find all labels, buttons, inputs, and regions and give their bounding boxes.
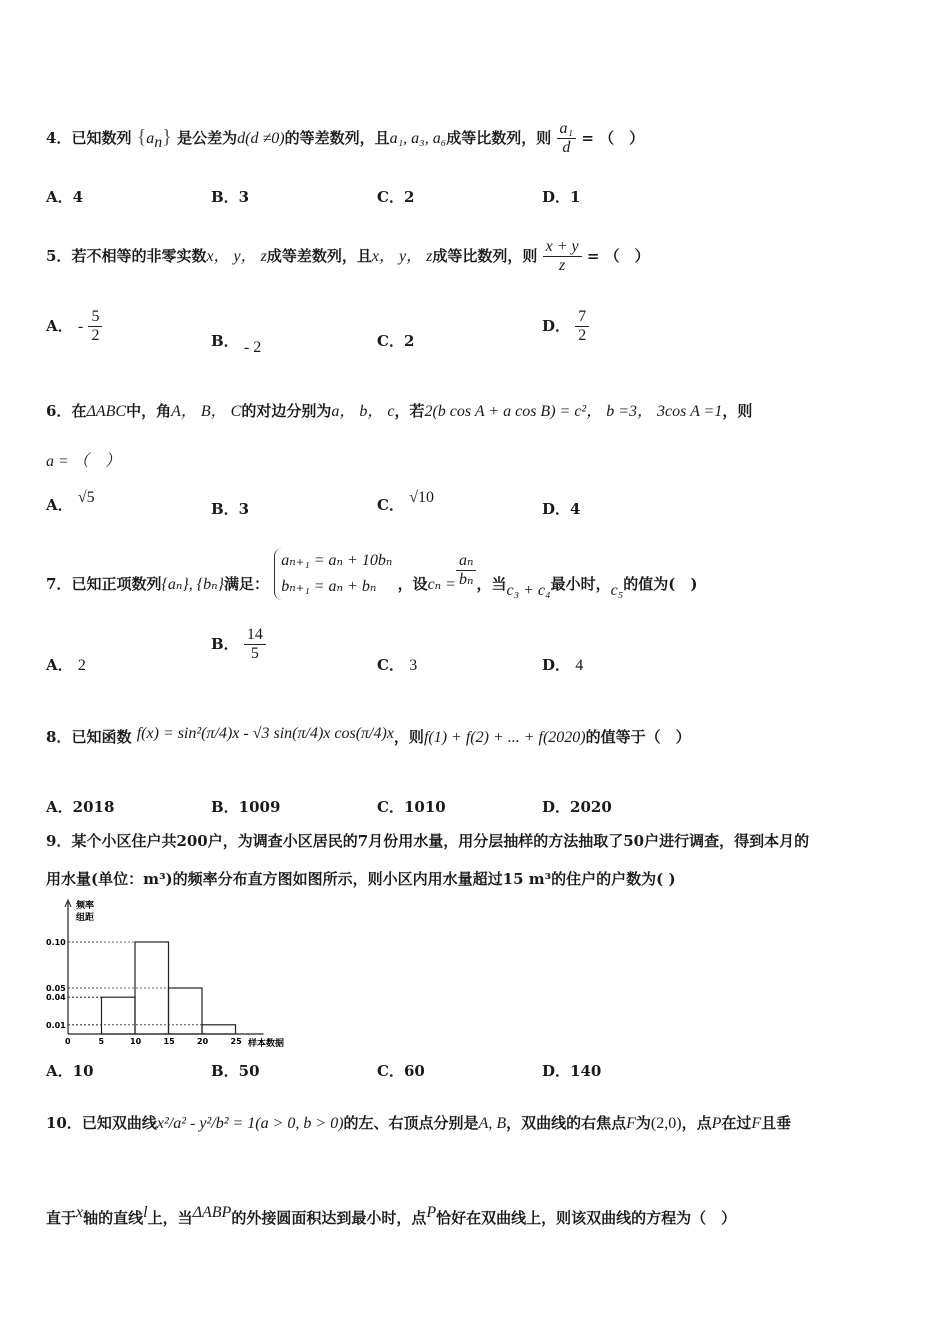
question-number: 7．: [46, 574, 72, 593]
y-tick-label: 0.05: [46, 984, 66, 993]
q6-line-2: [46, 448, 121, 471]
q7-option-b[interactable]: [211, 626, 266, 664]
frac-num: 5: [88, 308, 102, 327]
q5-fraction: [543, 238, 582, 276]
q4-seq-sub: n: [154, 133, 163, 151]
y-axis-label-1: 频率: [76, 901, 95, 911]
q6-triangle: ΔABC: [86, 403, 127, 420]
q9-option-a[interactable]: A．10: [46, 1062, 94, 1080]
q6-option-b[interactable]: B．3: [211, 500, 250, 518]
option-label: A．: [46, 496, 73, 514]
x-axis-label: 样本数据: [248, 1039, 285, 1049]
q6-option-c[interactable]: [377, 489, 434, 515]
q7-option-a[interactable]: [46, 654, 86, 675]
q7-sum: c₃ + c₄: [506, 581, 551, 599]
question-number: 6．: [46, 402, 72, 420]
q5-text-2: 成等差数列，且: [266, 246, 372, 265]
q4-tail: = （ ）: [581, 128, 645, 147]
question-number: 8．: [46, 728, 72, 746]
q10-text-7: 且垂: [761, 1114, 792, 1132]
q9-line-1: 某个小区住户共200户，为调查小区居民的7月份用水量，用分层抽样的方法抽取了50户进行调查，得到本月的: [71, 832, 810, 850]
q6-text-3: 的对边分别为: [241, 402, 332, 420]
q6-text-1: 在: [71, 402, 87, 420]
histogram-bar: [202, 1025, 236, 1034]
q10-text-3: ，双曲线的右焦点: [506, 1114, 627, 1132]
question-number: 9．: [46, 832, 72, 850]
y-axis-label-2: 组距: [76, 913, 95, 923]
q7-text-1: 已知正项数列: [71, 574, 162, 593]
frac-num: 7: [575, 308, 589, 327]
q5-vars-1: x， y， z: [206, 247, 267, 265]
q6-angles: A， B， C: [171, 403, 242, 420]
x-tick-label: 15: [163, 1037, 175, 1046]
frac-den: z: [558, 257, 566, 275]
histogram-chart: [40, 898, 300, 1050]
q7-sequences: {aₙ}, {bₙ}: [161, 575, 225, 593]
q4-text-3: 的等差数列，且: [284, 128, 390, 147]
q7-option-d[interactable]: [542, 654, 583, 675]
q4-terms: a₁, a₃, a₆: [389, 129, 447, 147]
frac-den: d: [562, 139, 571, 157]
q8-option-a[interactable]: A．2018: [46, 798, 115, 816]
q5-vars-2: x， y， z: [371, 247, 433, 265]
q9-line-2-row: [46, 868, 676, 889]
q10-x: x: [76, 1204, 84, 1221]
system-eq-2: bₙ₊₁ = aₙ + bₙ: [281, 578, 377, 595]
option-label: D．: [542, 656, 571, 674]
right-brace-icon: }: [162, 125, 172, 148]
q10-text-4: 为: [635, 1114, 651, 1132]
option-value: - 2: [243, 339, 262, 356]
q4-option-a[interactable]: A．4: [46, 188, 84, 206]
q10-line2-d: 的外接圆面积达到最小时，点: [231, 1209, 427, 1227]
option-label: A．: [46, 316, 73, 335]
q10-P2: P: [426, 1204, 437, 1221]
option-label: B．: [211, 332, 239, 350]
q10-P: P: [711, 1115, 722, 1132]
q10-equation: x²/a² - y²/b² = 1(a > 0, b > 0): [156, 1115, 344, 1132]
frac-den: 2: [91, 327, 100, 345]
q7-fraction: [456, 552, 476, 590]
q8-option-c[interactable]: C．1010: [377, 798, 446, 816]
frac-den: 2: [578, 327, 587, 345]
option-fraction: [575, 308, 589, 346]
option-value: √5: [77, 489, 95, 506]
option-label: C．: [377, 496, 404, 514]
question-4: [46, 120, 644, 158]
q5-option-d[interactable]: [542, 308, 589, 346]
q5-text-1: 若不相等的非零实数: [71, 246, 207, 265]
q7-option-c[interactable]: [377, 654, 417, 675]
q6-equation-2: ， b =3， 3cos A =1: [586, 403, 723, 420]
histogram-bar: [169, 988, 203, 1034]
q7-text-6: 的值为( ): [623, 574, 698, 593]
q8-option-b[interactable]: B．1009: [211, 798, 281, 816]
q10-line2-a: 直于: [46, 1209, 77, 1227]
option-fraction: [244, 626, 266, 664]
q10-F2: F: [751, 1115, 762, 1132]
question-8: [46, 726, 691, 747]
q7-text-2: 满足：: [224, 574, 270, 593]
option-label: D．: [542, 316, 571, 335]
q5-tail: = （ ）: [586, 246, 650, 265]
q6-line-2-text: a = （ ）: [46, 453, 121, 470]
q6-option-a[interactable]: [46, 489, 95, 515]
q4-d-expr: d(d ≠0): [237, 129, 285, 147]
q8-text-3: 的值等于（ ）: [585, 728, 691, 746]
q10-line2-b: 轴的直线: [83, 1209, 144, 1227]
q5-option-b[interactable]: [211, 330, 262, 356]
y-tick-label: 0.04: [46, 993, 66, 1003]
q4-text-2: 是公差为: [177, 128, 238, 147]
x-tick-label: 25: [230, 1037, 242, 1046]
minus-sign: -: [77, 317, 84, 335]
q5-option-a[interactable]: [46, 308, 102, 346]
x-tick-label: 0: [65, 1037, 71, 1046]
q10-coord: (2,0): [650, 1115, 682, 1132]
question-7: [46, 548, 697, 604]
left-brace-icon: {: [136, 125, 147, 148]
q10-text-6: 在过: [721, 1114, 752, 1132]
q10-F: F: [626, 1115, 636, 1132]
question-5: [46, 238, 650, 276]
q10-text-2: 的左、右顶点分别是: [343, 1114, 479, 1132]
question-9: [46, 830, 809, 851]
q9-option-b[interactable]: B．50: [211, 1062, 260, 1080]
question-6: [46, 398, 752, 421]
frac-num: x + y: [543, 238, 582, 257]
q7-system: [274, 548, 392, 600]
q7-text-3: ，设: [397, 574, 428, 593]
frac-num: aₙ: [456, 552, 476, 571]
option-value: 2: [77, 657, 86, 674]
system-eq-1: aₙ₊₁ = aₙ + 10bₙ: [281, 552, 393, 569]
option-value: 4: [575, 657, 584, 674]
q6-text-4: ，若: [394, 402, 425, 420]
q7-c5: c₅: [610, 581, 624, 599]
q8-function: f(x) = sin²(π/4)x - √3 sin(π/4)x cos(π/4)x: [136, 725, 394, 742]
q6-text-5: ，则: [722, 402, 753, 420]
q8-text-2: ，则: [393, 728, 424, 746]
q7-cn: cₙ =: [427, 575, 456, 593]
q10-text-1: 已知双曲线: [81, 1114, 157, 1132]
histogram-bar: [102, 997, 136, 1034]
q6-text-2: 中，角: [126, 402, 172, 420]
x-tick-label: 5: [98, 1037, 105, 1046]
y-tick-label: 0.01: [46, 1020, 66, 1030]
option-label: B．: [211, 634, 239, 653]
x-tick-label: 10: [130, 1037, 142, 1046]
frac-num: 14: [244, 626, 266, 645]
q6-option-d[interactable]: D．4: [542, 500, 581, 518]
q4-option-c[interactable]: C．2: [377, 188, 415, 206]
q8-option-d[interactable]: D．2020: [542, 798, 612, 816]
question-10: [46, 1112, 791, 1133]
q10-text-5: ，点: [681, 1114, 712, 1132]
q7-text-5: 最小时，: [550, 574, 611, 593]
option-value: 3: [409, 657, 418, 674]
frac-den: bₙ: [458, 571, 474, 589]
q4-option-b[interactable]: B．3: [211, 188, 250, 206]
q10-ab: A, B: [478, 1115, 507, 1132]
q6-equation-1: 2(b cos A + a cos B) = c²: [424, 403, 587, 420]
q5-text-3: 成等比数列，则: [432, 246, 538, 265]
q10-line-2: [46, 1204, 736, 1228]
q9-option-d[interactable]: D．140: [542, 1062, 602, 1080]
q8-text-1: 已知函数: [71, 728, 132, 746]
q4-text-1: 已知数列: [71, 128, 132, 147]
q9-option-c[interactable]: C．60: [377, 1062, 425, 1080]
q4-fraction: [557, 120, 577, 158]
option-label: A．: [46, 656, 73, 674]
q10-l: l: [143, 1204, 148, 1221]
x-tick-label: 20: [197, 1037, 209, 1046]
q5-option-c[interactable]: C．2: [377, 332, 415, 350]
option-fraction: [88, 308, 102, 346]
q10-triangle: ΔABP: [192, 1204, 232, 1221]
frac-den: 5: [250, 645, 259, 663]
q9-line-2: 用水量(单位：m³)的频率分布直方图如图所示，则小区内用水量超过15 m³的住户的户数为( ): [46, 870, 676, 888]
y-tick-label: 0.10: [46, 938, 66, 947]
question-number: 4．: [46, 128, 72, 147]
question-number: 5．: [46, 246, 72, 265]
question-number: 10．: [46, 1114, 82, 1132]
option-label: C．: [377, 656, 404, 674]
histogram-svg: [40, 898, 300, 1050]
q4-option-d[interactable]: D．1: [542, 188, 581, 206]
q8-sum: f(1) + f(2) + ... + f(2020): [423, 729, 586, 746]
q10-line2-c: 上，当: [147, 1209, 193, 1227]
q4-text-4: 成等比数列，则: [446, 128, 552, 147]
frac-num: a₁: [557, 120, 577, 139]
q6-sides: a， b， c: [331, 403, 395, 420]
q10-line2-e: 恰好在双曲线上，则该双曲线的方程为（ ）: [436, 1209, 737, 1227]
q7-text-4: ，当: [476, 574, 507, 593]
option-value: √10: [409, 489, 434, 506]
q4-seq: a: [146, 129, 155, 147]
